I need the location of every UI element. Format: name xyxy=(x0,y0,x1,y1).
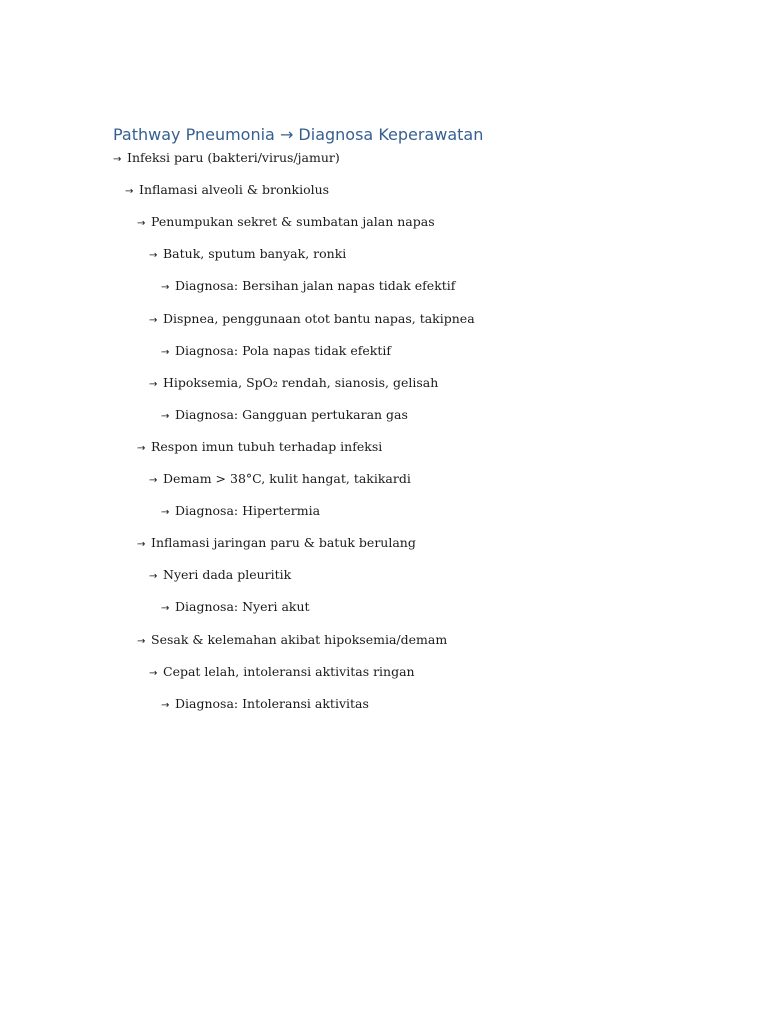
item-text: Diagnosa: Gangguan pertukaran gas xyxy=(175,406,408,422)
document-title: Pathway Pneumonia → Diagnosa Keperawatan xyxy=(113,125,484,144)
pathway-item xyxy=(149,373,438,393)
arrow-icon: → xyxy=(149,571,158,583)
item-text: Infeksi paru (bakteri/virus/jamur) xyxy=(127,150,340,165)
arrow-icon: → xyxy=(161,346,170,358)
arrow-icon: → xyxy=(137,635,146,647)
item-text: Diagnosa: Pola napas tidak efektif xyxy=(175,342,391,358)
item-text: Cepat lelah, intoleransi aktivitas ringan xyxy=(163,663,415,679)
item-text: Inflamasi alveoli & bronkiolus xyxy=(139,182,330,198)
item-text: Batuk, sputum banyak, ronki xyxy=(163,246,347,262)
pathway-item xyxy=(137,212,435,232)
item-text: Diagnosa: Intoleransi aktivitas xyxy=(175,695,369,711)
diagnosis-item xyxy=(161,341,391,361)
arrow-icon: → xyxy=(137,442,146,454)
item-text: Diagnosa: Nyeri akut xyxy=(175,599,310,615)
arrow-icon: → xyxy=(161,282,170,294)
diagnosis-item xyxy=(161,597,310,617)
pathway-item xyxy=(137,630,447,650)
item-text: Diagnosa: Bersihan jalan napas tidak efektif xyxy=(175,278,456,294)
pathway-item xyxy=(149,244,346,264)
pathway-item xyxy=(113,148,340,168)
item-text: Penumpukan sekret & sumbatan jalan napas xyxy=(151,214,435,230)
arrow-icon: → xyxy=(137,539,146,551)
arrow-icon: → xyxy=(125,186,134,198)
arrow-icon: → xyxy=(149,314,158,326)
item-text: Respon imun tubuh terhadap infeksi xyxy=(151,438,383,454)
item-text: Diagnosa: Hipertermia xyxy=(175,503,321,519)
arrow-icon: → xyxy=(161,507,170,519)
diagnosis-item xyxy=(161,405,408,425)
diagnosis-item xyxy=(161,501,320,521)
item-text: Nyeri dada pleuritik xyxy=(163,567,292,583)
item-text: Dispnea, penggunaan otot bantu napas, takipnea xyxy=(163,310,475,326)
pathway-item xyxy=(137,533,416,553)
pathway-item xyxy=(149,662,415,682)
diagnosis-item xyxy=(161,276,455,296)
arrow-icon: → xyxy=(149,250,158,262)
item-text: Sesak & kelemahan akibat hipoksemia/demam xyxy=(151,631,448,647)
arrow-icon: → xyxy=(113,154,122,165)
item-text: Demam > 38°C, kulit hangat, takikardi xyxy=(163,471,411,486)
pathway-item xyxy=(149,469,411,489)
arrow-icon: → xyxy=(161,699,170,711)
pathway-item xyxy=(137,437,382,457)
item-text: Hipoksemia, SpO₂ rendah, sianosis, gelisah xyxy=(163,374,439,390)
arrow-icon: → xyxy=(137,218,146,230)
arrow-icon: → xyxy=(149,378,158,390)
diagnosis-item xyxy=(161,694,369,714)
pathway-item xyxy=(125,180,329,200)
arrow-icon: → xyxy=(149,475,158,486)
arrow-icon: → xyxy=(161,410,170,422)
arrow-icon: → xyxy=(149,667,158,679)
item-text: Inflamasi jaringan paru & batuk berulang xyxy=(151,535,416,551)
arrow-icon: → xyxy=(161,603,170,615)
pathway-item xyxy=(149,565,291,585)
pathway-item xyxy=(149,309,475,329)
